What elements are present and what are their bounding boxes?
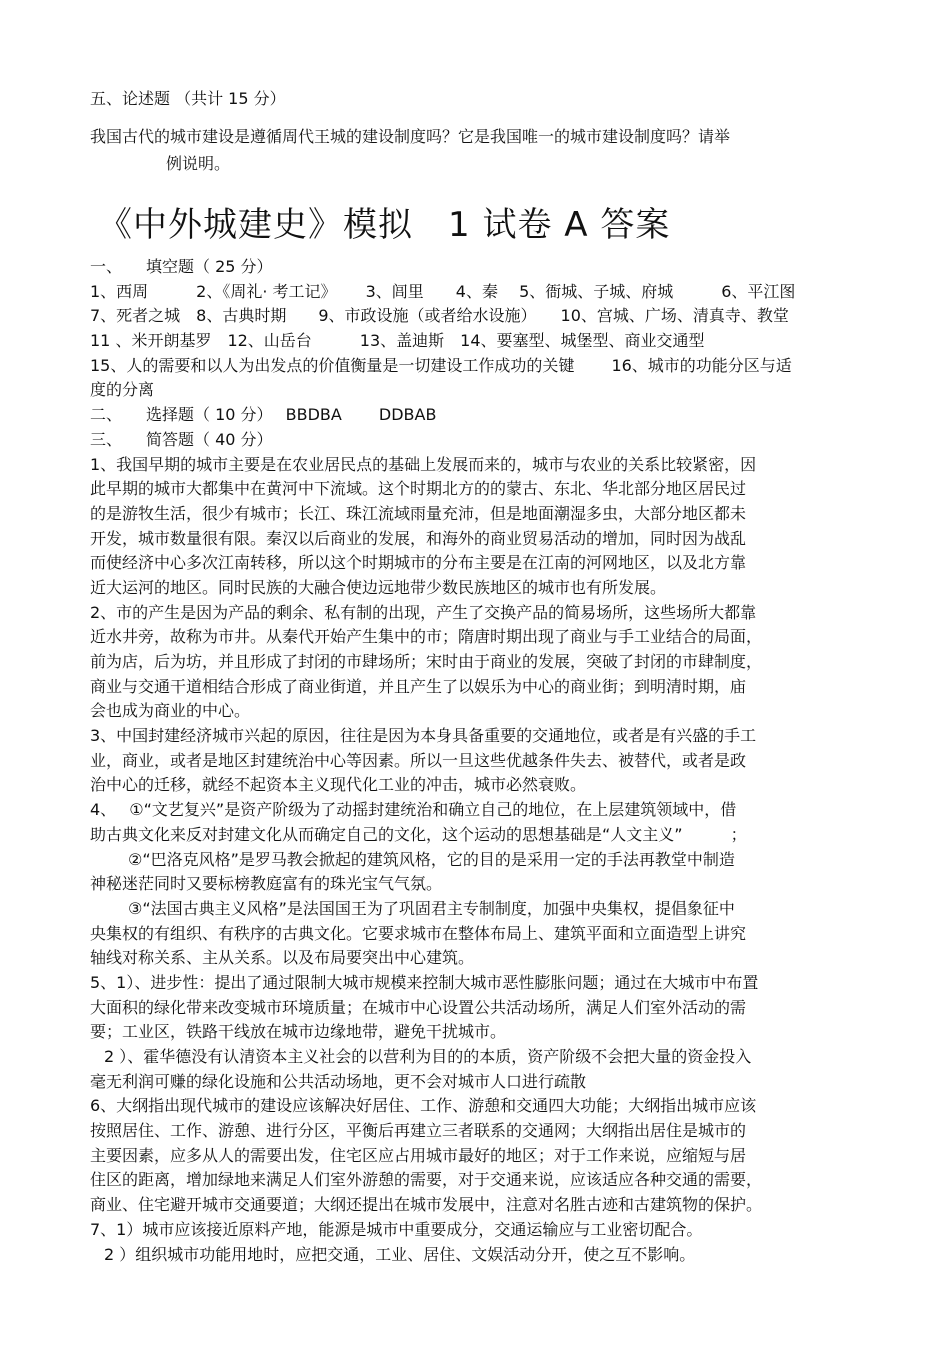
answer-line: 商业、住宅避开城市交通要道；大纲还提出在城市发展中，注意对名胜古迹和古建筑物的保护。 — [90, 1195, 763, 1215]
answer-line: 1、西周 2、《周礼· 考工记》 3、闾里 4、秦 5、衙城、子城、府城 6、平江图 — [90, 281, 796, 301]
answer-line: ③“法国古典主义风格”是法国国王为了巩固君主专制制度，加强中央集权，提倡象征中 — [128, 898, 735, 918]
answer-line: 开发，城市数量很有限。秦汉以后商业的发展，和海外的商业贸易活动的增加，同时因为战乱 — [90, 528, 747, 548]
essay-question-line2: 例说明。 — [166, 154, 231, 173]
answer-line: 近大运河的地区。同时民族的大融合使边远地带少数民族地区的城市也有所发展。 — [90, 577, 667, 597]
section5-heading: 五、论述题 （共计 15 分） — [90, 89, 286, 108]
answer-line: 近水井旁，故称为市井。从秦代开始产生集中的市；隋唐时期出现了商业与手工业结合的局面， — [90, 627, 763, 647]
answer-line: 毫无利润可赚的绿化设施和公共活动场地，更不会对城市人口进行疏散 — [90, 1071, 587, 1091]
answer-line: 商业与交通干道相结合形成了商业街道，并且产生了以娱乐为中心的商业街；到明清时期，庙 — [90, 676, 747, 696]
essay-question-line1: 我国古代的城市建设是遵循周代王城的建设制度吗？它是我国唯一的城市建设制度吗？请举 — [90, 127, 731, 146]
answer-body — [90, 255, 890, 1267]
answer-line: 三、 简答题（ 40 分） — [90, 429, 273, 449]
answer-line: 7、1）城市应该接近原料产地，能源是城市中重要成分，交通运输应与工业密切配合。 — [90, 1219, 703, 1239]
answer-line: 15、人的需要和以人为出发点的价值衡量是一切建设工作成功的关键 16、城市的功能分区与适 — [90, 355, 792, 375]
answer-line: 要；工业区，铁路干线放在城市边缘地带，避免干扰城市。 — [90, 1022, 507, 1042]
answer-line: 2 ）组织城市功能用地时，应把交通，工业、居住、文娱活动分开，使之互不影响。 — [104, 1244, 696, 1264]
answer-line: 3、中国封建经济城市兴起的原因，往往是因为本身具备重要的交通地位，或者是有兴盛的手工 — [90, 726, 757, 746]
answer-line: 5、1）、进步性：提出了通过限制大城市规模来控制大城市恶性膨胀问题；通过在大城市中布置 — [90, 972, 759, 992]
answer-line: 4、 ①“文艺复兴”是资产阶级为了动摇封建统治和确立自己的地位，在上层建筑领域中，借 — [90, 800, 737, 820]
answer-line: 一、 填空题（ 25 分） — [90, 257, 273, 276]
answer-line: 主要因素，应多从人的需要出发，住宅区应占用城市最好的地区；对于工作来说，应缩短与居 — [90, 1145, 747, 1165]
answer-line: 二、 选择题（ 10 分） BBDBA DDBAB — [90, 405, 437, 425]
answer-line: 助古典文化来反对封建文化从而确定自己的文化，这个运动的思想基础是“人文主义” ； — [90, 824, 747, 844]
answer-line: 2 ）、霍华德没有认清资本主义社会的以营利为目的的本质，资产阶级不会把大量的资金投入 — [104, 1047, 752, 1066]
answer-line: 按照居住、工作、游憩、进行分区，平衡后再建立三者联系的交通网；大纲指出居住是城市的 — [90, 1121, 747, 1141]
answer-line: 会也成为商业的中心。 — [90, 701, 251, 721]
answer-line: 治中心的迁移，就经不起资本主义现代化工业的冲击，城市必然衰败。 — [90, 775, 587, 795]
answer-line: 1、我国早期的城市主要是在农业居民点的基础上发展而来的，城市与农业的关系比较紧密，因 — [90, 454, 757, 474]
answer-line: 此早期的城市大都集中在黄河中下流域。这个时期北方的的蒙古、东北、华北部分地区居民过 — [90, 479, 747, 499]
answer-line: 2、市的产生是因为产品的剩余、私有制的出现，产生了交换产品的简易场所，这些场所大都靠 — [90, 602, 757, 622]
answer-line: 前为店，后为坊，并且形成了封闭的市肆场所；宋时由于商业的发展，突破了封闭的市肆制度， — [90, 652, 763, 671]
answer-line: ②“巴洛克风格”是罗马教会掀起的建筑风格，它的目的是采用一定的手法再教堂中制造 — [128, 849, 735, 869]
answer-sheet-title: 《中外城建史》模拟 1 试卷 A 答案 — [98, 205, 671, 245]
answer-line: 神秘迷茫同时又要标榜教庭富有的珠光宝气气氛。 — [90, 874, 443, 894]
answer-line: 度的分离 — [90, 380, 155, 400]
answer-line: 6、大纲指出现代城市的建设应该解决好居住、工作、游憩和交通四大功能；大纲指出城市应该 — [90, 1096, 757, 1116]
answer-line: 大面积的绿化带来改变城市环境质量；在城市中心设置公共活动场所，满足人们室外活动的需 — [90, 997, 747, 1017]
answer-line: 而使经济中心多次江南转移，所以这个时期城市的分布主要是在江南的河网地区，以及北方靠 — [90, 553, 747, 573]
answer-line: 11 、米开朗基罗 12、山岳台 13、盖迪斯 14、要塞型、城堡型、商业交通型 — [90, 331, 705, 351]
answer-line: 7、死者之城 8、古典时期 9、市政设施（或者给水设施） 10、宫城、广场、清真寺、教堂 — [90, 306, 789, 326]
answer-line: 的是游牧生活，很少有城市；长江、珠江流域雨量充沛，但是地面潮湿多虫，大部分地区都未 — [90, 503, 747, 523]
answer-line: 住区的距离，增加绿地来满足人们室外游憩的需要，对于交通来说，应该适应各种交通的需要， — [90, 1170, 763, 1190]
answer-line: 业，商业，或者是地区封建统治中心等因素。所以一旦这些优越条件失去、被替代，或者是政 — [90, 750, 747, 770]
answer-line: 轴线对称关系、主从关系。以及布局要突出中心建筑。 — [90, 948, 475, 968]
answer-line: 央集权的有组织、有秩序的古典文化。它要求城市在整体布局上、建筑平面和立面造型上讲究 — [90, 923, 747, 943]
